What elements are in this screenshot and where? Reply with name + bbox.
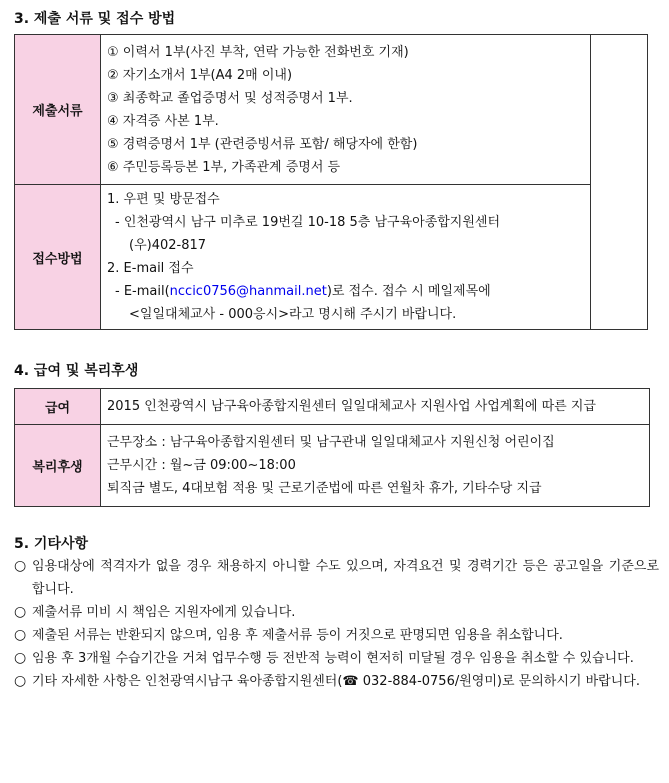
note-text: 임용대상에 적격자가 없을 경우 채용하지 아니할 수도 있으며, 자격요건 및 경력기간 등은 공고일을 기준으로 합니다. [32,559,659,597]
welfare-cell [101,425,650,507]
document-item: ① 이력서 1부(사진 부착, 연락 가능한 전화번호 기재) [107,44,409,60]
document-item: ③ 최종학교 졸업증명서 및 성적증명서 1부. [107,90,353,106]
salary-label: 급여 [15,389,101,425]
list-item [14,555,659,601]
welfare-lines [101,429,649,502]
document-item: ④ 자격증 사본 1부. [107,113,219,129]
welfare-line: 퇴직금 별도, 4대보험 적용 및 근로기준법에 따른 연월차 휴가, 기타수당 지급 [107,481,542,496]
list-item [14,601,659,624]
circle-bullet-icon: ○ [14,604,27,620]
salary-text: 2015 인천광역시 남구육아종합지원센터 일일대체교사 지원사업 사업계획에 따른 지급 [107,399,596,414]
section4-title: 4. 급여 및 복리후생 [14,363,139,379]
welfare-line: 근무시간 : 월~금 09:00~18:00 [107,458,296,473]
note-text: 제출된 서류는 반환되지 않으며, 임용 후 제출서류 등이 거짓으로 판명되면 임용을 취소합니다. [32,628,563,643]
documents-list [101,39,590,181]
salary-cell [101,389,650,425]
method-line-2: - 인천광역시 남구 미추로 19번길 10-18 5층 남구육아종합지원센터 [115,215,501,230]
documents-label: 제출서류 [15,35,101,185]
circle-bullet-icon: ○ [14,558,27,574]
note-text: 임용 후 3개월 수습기간을 거쳐 업무수행 등 전반적 능력이 현저히 미달될 경우 임용을 취소할 수 있습니다. [32,651,634,666]
document-item: ⑥ 주민등록등본 1부, 가족관계 증명서 등 [107,159,341,175]
document-item: ⑤ 경력증명서 1부 (관련증빙서류 포함/ 해당자에 한함) [107,136,418,152]
method-line-3: (우)402-817 [129,238,207,253]
empty-side-cell [591,35,648,330]
circle-bullet-icon: ○ [14,627,27,643]
method-line-6: <일일대체교사 - 000응시>라고 명시해 주시기 바랍니다. [129,307,457,322]
list-item [14,624,659,647]
method-lines [101,186,590,328]
section5-title: 5. 기타사항 [14,536,89,552]
welfare-label: 복리후생 [15,425,101,507]
circle-bullet-icon: ○ [14,650,27,666]
method-line-5-pre: - E-mail( [115,284,170,299]
email-link[interactable]: nccic0756@hanmail.net [169,284,327,299]
method-cell [101,185,591,330]
documents-cell [101,35,591,185]
method-line-5 [107,280,584,303]
document-item: ② 자기소개서 1부(A4 2매 이내) [107,67,293,83]
welfare-line: 근무장소 : 남구육아종합지원센터 및 남구관내 일일대체교사 지원신청 어린이집 [107,435,555,450]
note-text: 제출서류 미비 시 책임은 지원자에게 있습니다. [32,605,296,620]
list-item [14,670,659,693]
list-item [14,647,659,670]
method-line-5-post: )로 접수. 접수 시 메일제목에 [326,284,491,299]
section3-title: 3. 제출 서류 및 접수 방법 [14,11,176,27]
circle-bullet-icon: ○ [14,673,27,689]
method-line-4: 2. E-mail 접수 [107,261,194,276]
method-line-1: 1. 우편 및 방문접수 [107,192,220,207]
method-label: 접수방법 [15,185,101,330]
salary-table [14,388,650,507]
notes-list [14,555,659,693]
note-text: 기타 자세한 사항은 인천광역시남구 육아종합지원센터(☎ 032-884-0756/원영미)로 문의하시기 바랍니다. [32,674,640,689]
submission-table [14,34,648,330]
